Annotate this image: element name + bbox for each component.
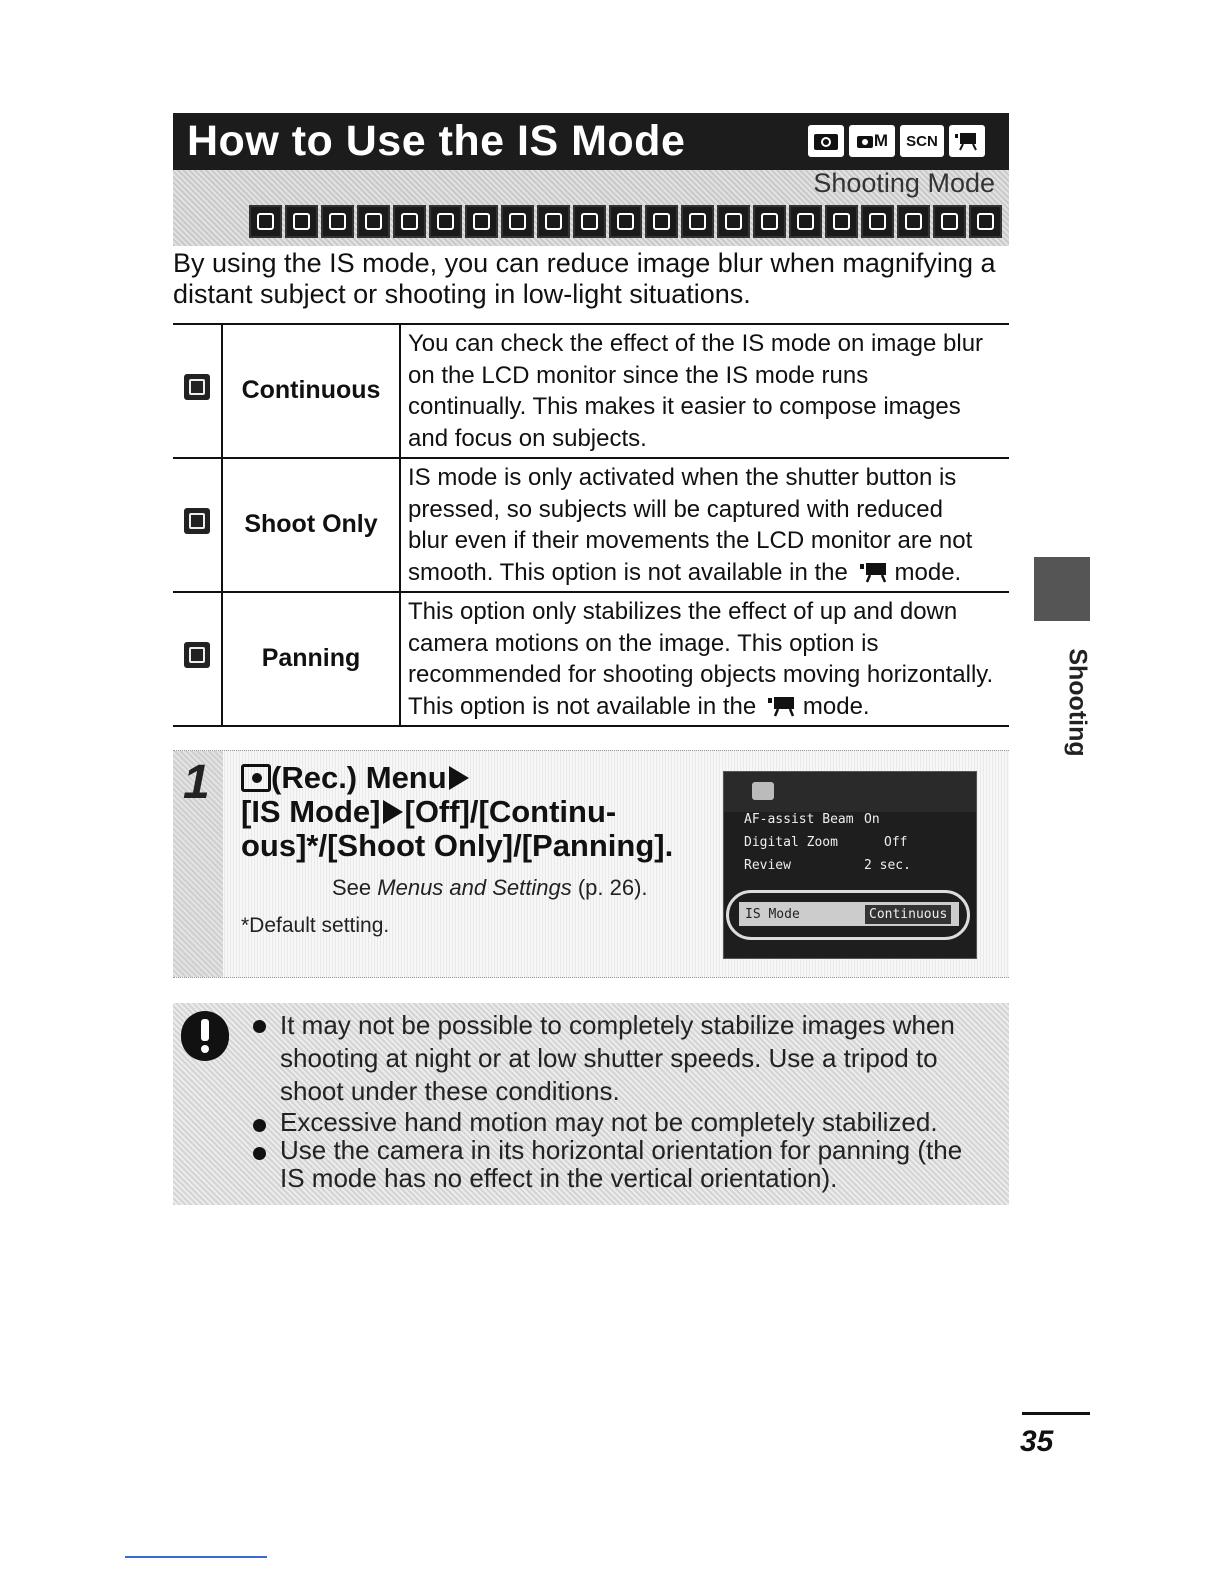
scene-aquarium-icon (753, 205, 786, 238)
is-mode-label: [IS Mode] (241, 794, 381, 829)
description-line: IS mode is only activated when the shutter button is (408, 464, 957, 491)
panning-is-icon (184, 642, 210, 668)
scene-fireworks-icon (645, 205, 678, 238)
option-list: [Off]/[Continu- (404, 794, 617, 829)
option-list-cont: ous]*/[Shoot Only]/[Panning]. (241, 828, 674, 863)
mode-icons (808, 125, 985, 157)
page-number-rule (1022, 1412, 1090, 1415)
scene-auto-icon (249, 205, 282, 238)
description-line: continually. This makes it easier to compose images (408, 393, 961, 420)
shooting-mode-bar (173, 170, 1009, 246)
page-title: How to Use the IS Mode (187, 117, 686, 165)
movie-icon (767, 695, 799, 717)
mode-description (400, 592, 1009, 726)
lcd-highlight: IS Mode Continuous (726, 890, 970, 940)
description-line: smooth. This option is not available in the mode. (408, 558, 962, 586)
camera-auto-icon (808, 125, 844, 157)
camera-tab-icon (752, 782, 774, 800)
description-line: blur even if their movements the LCD monitor are not (408, 527, 973, 554)
scene-digital-macro-icon (321, 205, 354, 238)
list-item: It may not be possible to completely stabilize images when shooting at night or at low shutter speeds. Use a tripod to shoot under these conditions. (253, 1009, 993, 1108)
description-line: This option only stabilizes the effect of up and down (408, 598, 958, 625)
scene-color-accent-icon (357, 205, 390, 238)
scene-snow-icon (825, 205, 858, 238)
rec-menu-label: (Rec.) Menu (271, 760, 447, 795)
movie-icon (859, 561, 891, 583)
mode-name: Panning (222, 592, 400, 726)
table-row (173, 458, 1009, 592)
page-number: 35 (1020, 1425, 1054, 1458)
mode-name: Shoot Only (222, 458, 400, 592)
scene-kids-pets-icon (501, 205, 534, 238)
scene-sunset-icon (573, 205, 606, 238)
title-bar (173, 113, 1009, 170)
scn-icon: SCN (900, 125, 944, 157)
scene-portrait-icon (393, 205, 426, 238)
shoot-only-is-icon (184, 508, 210, 534)
caution-list (253, 1009, 993, 1192)
mode-description (400, 324, 1009, 458)
mode-description (400, 458, 1009, 592)
scene-night-scene-icon (465, 205, 498, 238)
caution-block (173, 1003, 1009, 1205)
scene-color-swap-icon (933, 205, 966, 238)
scene-manual-icon (285, 205, 318, 238)
table-row (173, 592, 1009, 726)
scene-night-snapshot-icon (609, 205, 642, 238)
scene-long-shutter-icon (969, 205, 1002, 238)
mode-name: Continuous (222, 324, 400, 458)
caution-icon (181, 1011, 229, 1061)
arrow-icon (383, 800, 403, 824)
camera-manual-icon (849, 125, 895, 157)
scene-landscape-icon (429, 205, 462, 238)
lcd-menu-row: Review 2 sec. (744, 858, 911, 873)
list-item: Excessive hand motion may not be completely stabilized. (253, 1108, 993, 1136)
scene-underwater-icon (717, 205, 750, 238)
scene-iso-icon (861, 205, 894, 238)
step-marker (173, 751, 223, 977)
corner-line (125, 1556, 267, 1558)
movie-icon (949, 125, 985, 157)
lcd-screenshot (723, 771, 977, 959)
intro-text: By using the IS mode, you can reduce image blur when magnifying a distant subject or shooting in low-light situations. (173, 248, 996, 309)
scene-stitch-assist-icon (897, 205, 930, 238)
table-row (173, 324, 1009, 458)
list-item: Use the camera in its horizontal orientation for panning (the IS mode has no effect in the vertical orientation). (253, 1136, 993, 1192)
default-note: *Default setting. (241, 914, 390, 937)
scene-mode-icons (249, 205, 1002, 238)
step-number: 1 (183, 756, 210, 809)
rec-menu-icon (241, 764, 271, 792)
description-line: and focus on subjects. (408, 424, 647, 452)
see-reference: See Menus and Settings (p. 26). (332, 875, 648, 900)
lcd-menu-row: AF-assist Beam On (744, 812, 880, 827)
description-line: This option is not available in the mode. (408, 692, 870, 720)
description-line: You can check the effect of the IS mode on image blur (408, 330, 984, 357)
is-mode-table (173, 323, 1009, 727)
scene-foliage-icon (789, 205, 822, 238)
description-line: on the LCD monitor since the IS mode runs (408, 361, 869, 389)
scene-indoor-icon (537, 205, 570, 238)
mode-m-label: M (873, 131, 889, 150)
description-line: camera motions on the image. This option is (408, 629, 879, 657)
section-tab (1034, 557, 1090, 621)
step-instruction (241, 761, 711, 863)
step-block (173, 750, 1009, 978)
reference-link: Menus and Settings (377, 875, 572, 900)
arrow-icon (449, 766, 469, 790)
shooting-mode-label: Shooting Mode (813, 168, 995, 198)
description-line: pressed, so subjects will be captured with reduced (408, 495, 943, 523)
section-label: Shooting (1063, 648, 1092, 757)
scene-beach-icon (681, 205, 714, 238)
continuous-is-icon (184, 374, 210, 400)
description-line: recommended for shooting objects moving horizontally. (408, 661, 994, 688)
lcd-menu-row: Digital Zoom Off (744, 835, 908, 850)
